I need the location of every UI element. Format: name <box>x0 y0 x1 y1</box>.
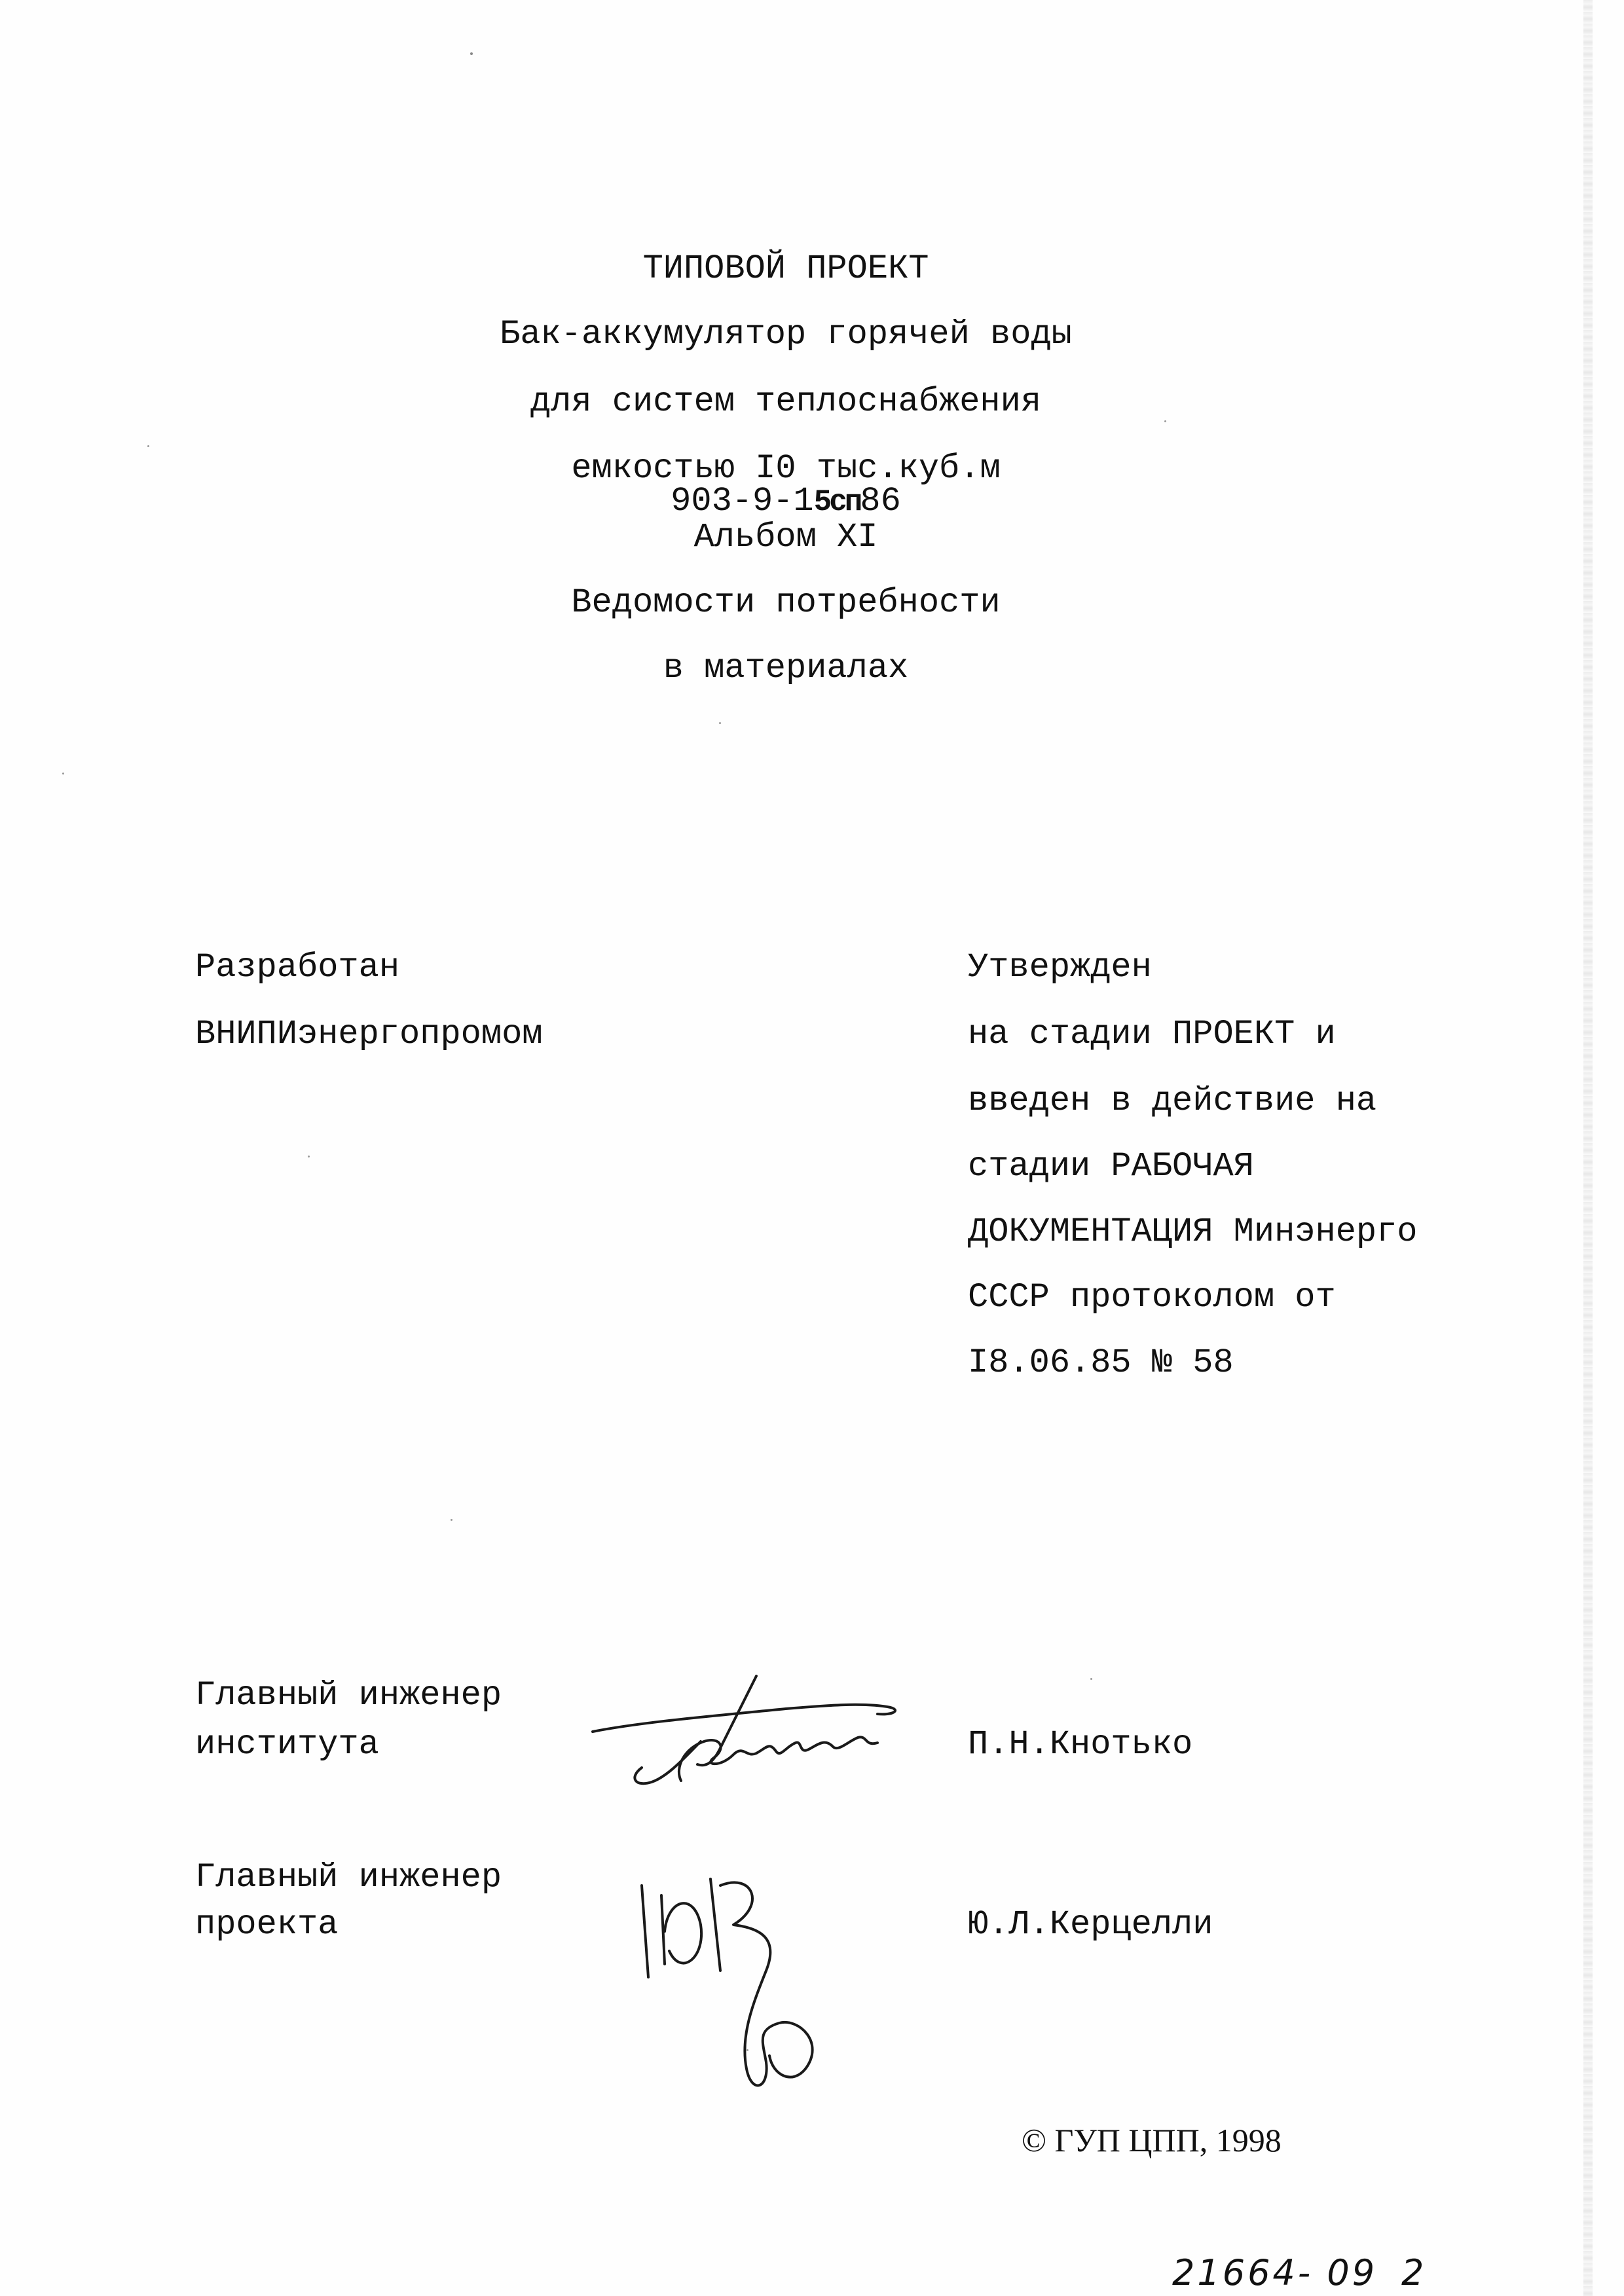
scan-speck <box>451 1519 452 1521</box>
signature-role-line-1: Главный инженер <box>195 1858 502 1897</box>
signature-role-line-1: Главный инженер <box>195 1676 502 1715</box>
handwritten-signature-icon <box>629 1846 845 2108</box>
signature-role-line-2: проекта <box>195 1905 339 1944</box>
developed-label: Разработан <box>195 948 400 987</box>
project-name-line-1: Бак-аккумулятор горячей воды <box>500 315 1072 354</box>
scan-speck <box>147 445 149 447</box>
developed-organization: ВНИПИэнергопромом <box>195 1015 543 1053</box>
signature-role-line-2: института <box>195 1725 379 1764</box>
sheet-number: 2 <box>1401 2252 1424 2293</box>
subject-line-1: Ведомости потребности <box>571 583 1001 622</box>
handwritten-signature-icon <box>589 1669 910 1794</box>
album-line: Альбом XI <box>693 518 878 556</box>
capacity-line: емкостью I0 тыс.куб.м <box>571 449 1001 488</box>
subject-line-2: в материалах <box>663 649 909 687</box>
scan-speck <box>747 2049 748 2051</box>
scan-speck <box>470 52 473 55</box>
project-code-overstrike: 5сп <box>813 485 860 519</box>
project-code-suffix: 86 <box>860 482 901 520</box>
scan-speck <box>62 773 64 774</box>
approval-line: ДОКУМЕНТАЦИЯ Минэнерго <box>968 1212 1418 1251</box>
approval-line: на стадии ПРОЕКТ и <box>968 1015 1336 1053</box>
copyright-notice: © ГУП ЦПП, 1998 <box>1022 2122 1282 2159</box>
project-name-line-2: для систем теплоснабжения <box>530 382 1042 421</box>
project-code-prefix: 903-9-1 <box>671 482 814 520</box>
approval-line: введен в действие на <box>968 1082 1377 1120</box>
approval-line: стадии РАБОЧАЯ <box>968 1147 1254 1186</box>
approval-line: Утвержден <box>968 948 1152 987</box>
signatory-name: Ю.Л.Керцелли <box>968 1905 1213 1944</box>
project-code-line <box>0 484 1572 519</box>
scan-speck <box>1164 420 1166 422</box>
scan-speck <box>1090 1678 1092 1680</box>
inventory-number: 21664- 09 <box>1172 2252 1378 2293</box>
scan-edge <box>1583 0 1593 2296</box>
scan-speck <box>308 1156 310 1157</box>
scan-speck <box>719 722 721 724</box>
signatory-name: П.Н.Кнотько <box>968 1725 1193 1764</box>
approval-line: СССР протоколом от <box>968 1278 1336 1317</box>
approval-line: I8.06.85 № 58 <box>968 1343 1234 1382</box>
doc-type-line: ТИПОВОЙ ПРОЕКТ <box>642 249 929 288</box>
